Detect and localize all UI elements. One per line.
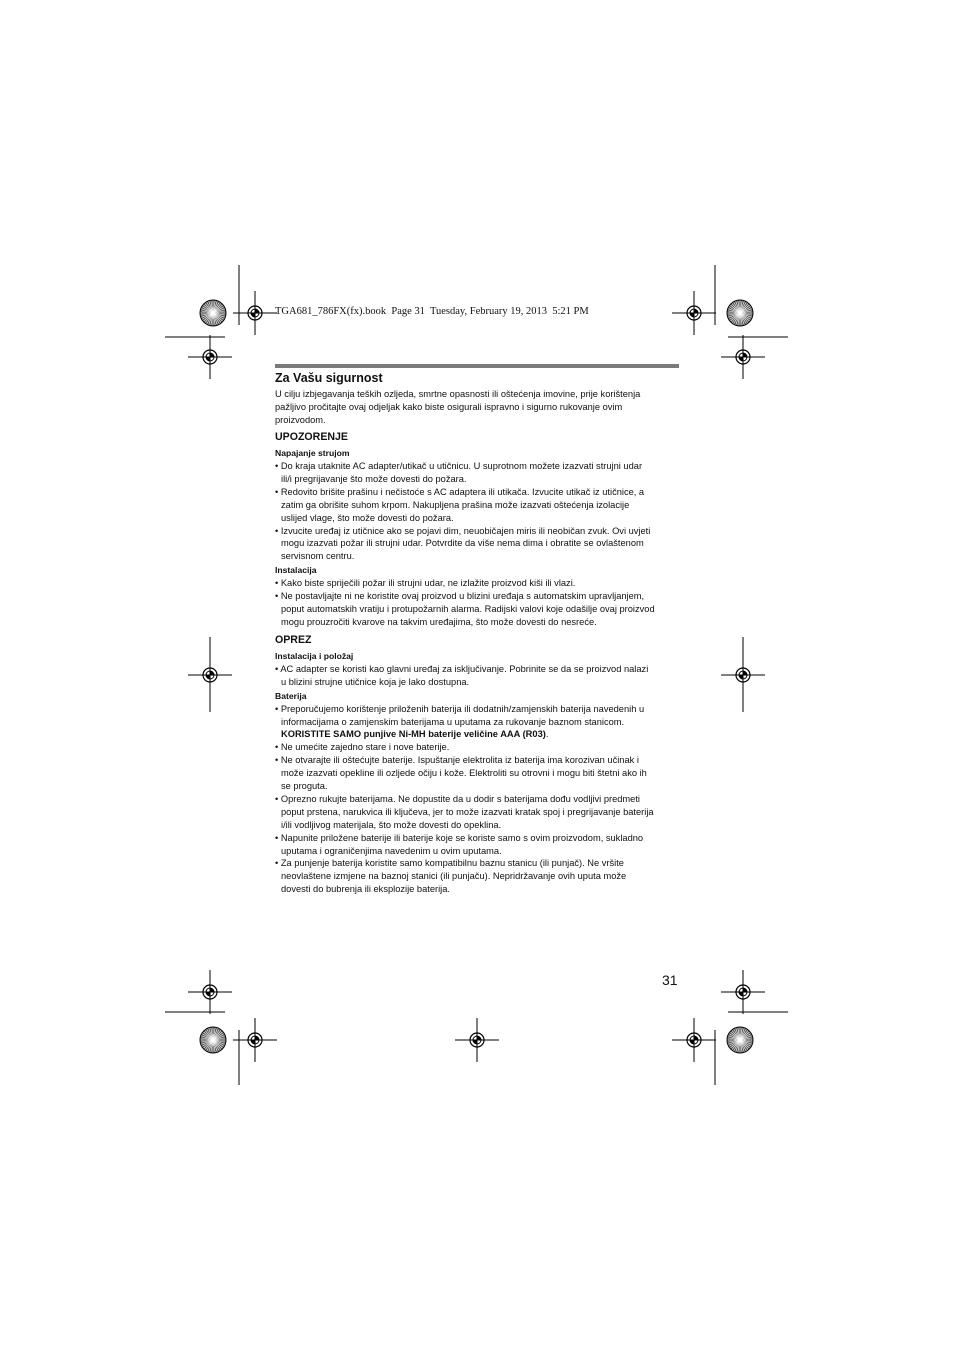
- page-number: 31: [662, 972, 678, 988]
- title-rule: [275, 364, 679, 368]
- bullet-line: ili/i pregrijavanje što može dovesti do požara.: [281, 473, 467, 484]
- bullet-line: zatim ga obrišite suhom krpom. Nakupljena prašina može izazvati oštećenja izolacije: [281, 499, 630, 510]
- bullet-line: • Ne otvarajte ili oštećujte baterije. Ispuštanje elektrolita iz baterija ima korozivan učinak i: [275, 755, 639, 766]
- bullet-line: • Za punjenje baterija koristite samo kompatibilnu baznu stanicu (ili punjač). Ne vršite: [275, 858, 624, 869]
- bullet-line: • Do kraja utaknite AC adapter/utikač u utičnicu. U suprotnom možete izazvati strujni udar: [275, 461, 643, 471]
- section-heading: UPOZORENJE: [275, 431, 348, 443]
- bullet-line: • Redovito brišite prašinu i nečistoće s AC adaptera ili utikača. Izvucite utikač iz utičnice, a: [275, 486, 645, 497]
- bullet-line: • Izvucite uređaj iz utičnice ako se pojavi dim, neuobičajen miris ili neobičan zvuk. Ovi uvjeti: [275, 525, 651, 536]
- bullet-line: u blizini strujne utičnice koja je lako dostupna.: [281, 676, 470, 687]
- bullet-line: informacijama o zamjenskim baterijama u uputama za rukovanje baznom stanicom.: [281, 716, 625, 727]
- subheading: Napajanje strujom: [275, 448, 350, 458]
- punctuation: .: [545, 729, 549, 740]
- bullet-line: poput prstena, narukvica ili ključeva, jer to može izazvati kratak spoj i pregrijavanje baterija: [281, 806, 654, 817]
- bullet-line: • Preporučujemo korištenje priloženih baterija ili dodatnih/zamjenskih baterija navedenih u: [275, 703, 645, 714]
- bullet-line: uslijed vlage, što može dovesti do požara.: [281, 512, 454, 523]
- bullet-line: može izazvati opekline ili ozljede očiju i kože. Elektroliti su otrovni i mogu biti štetni ako ih: [281, 768, 647, 779]
- bullet-line: • Napunite priložene baterije ili baterije koje se koriste samo s ovim proizvodom, sukladno: [275, 832, 644, 843]
- subheading: Baterija: [275, 690, 307, 701]
- bullet-line: [281, 728, 548, 740]
- print-header: TGA681_786FX(fx).book Page 31 Tuesday, February 19, 2013 5:21 PM: [275, 306, 589, 317]
- subheading: Instalacija i položaj: [275, 650, 354, 661]
- intro-line: proizvodom.: [275, 415, 326, 425]
- bullet-line: • Ne umećite zajedno stare i nove baterije.: [275, 742, 450, 753]
- bullet-line: neovlaštene izmjene na baznoj stanici (ili punjaču). Nepridržavanje ovih uputa može: [281, 871, 627, 882]
- section-title: Za Vašu sigurnost: [275, 371, 383, 385]
- subheading: Instalacija: [275, 565, 317, 576]
- bullet-line: • AC adapter se koristi kao glavni uređaj za isključivanje. Pobrinite se da se proizvod nalazi: [275, 663, 649, 674]
- bullet-line: • Kako biste spriječili požar ili strujni udar, ne izlažite proizvod kiši ili vlazi.: [275, 578, 576, 589]
- bullet-line: • Ne postavljajte ni ne koristite ovaj proizvod u blizini uređaja s automatskim upravljanjem,: [275, 591, 645, 602]
- intro-line: U cilju izbjegavanja teških ozljeda, smrtne opasnosti ili oštećenja imovine, prije korištenja: [275, 389, 641, 399]
- intro-line: pažljivo pročitajte ovaj odjeljak kako biste osigurali ispravno i sigurno rukovanje ovim: [275, 402, 623, 412]
- bullet-line: mogu izazvati požar ili strujni udar. Potvrdite da više nema dima i obratite se ovlaštenom: [281, 538, 644, 549]
- section-heading: OPREZ: [275, 633, 312, 646]
- bullet-line: servisnom centru.: [281, 551, 355, 562]
- bullet-line: mogu prouzročiti kvarove na takvim uređajima, što može dovesti do nesreće.: [281, 616, 597, 627]
- bullet-line: se proguta.: [281, 781, 328, 791]
- bullet-line: poput automatskih vratiju i protupožarnih alarma. Radijski valovi koje odašilje ovaj proizvod: [281, 604, 655, 614]
- bullet-line: uputama i ograničenjima navedenim u ovim uputama.: [281, 845, 502, 856]
- bullet-line: i/ili vodljivog materijala, što može dovesti do opeklina.: [281, 819, 502, 830]
- bold-instruction: KORISTITE SAMO punjive Ni-MH baterije veličine AAA (R03): [281, 729, 546, 740]
- bullet-line: dovesti do bubrenja ili eksplozije baterija.: [281, 884, 450, 895]
- bullet-line: • Oprezno rukujte baterijama. Ne dopustite da u dodir s baterijama dođu vodljivi predmeti: [275, 793, 640, 804]
